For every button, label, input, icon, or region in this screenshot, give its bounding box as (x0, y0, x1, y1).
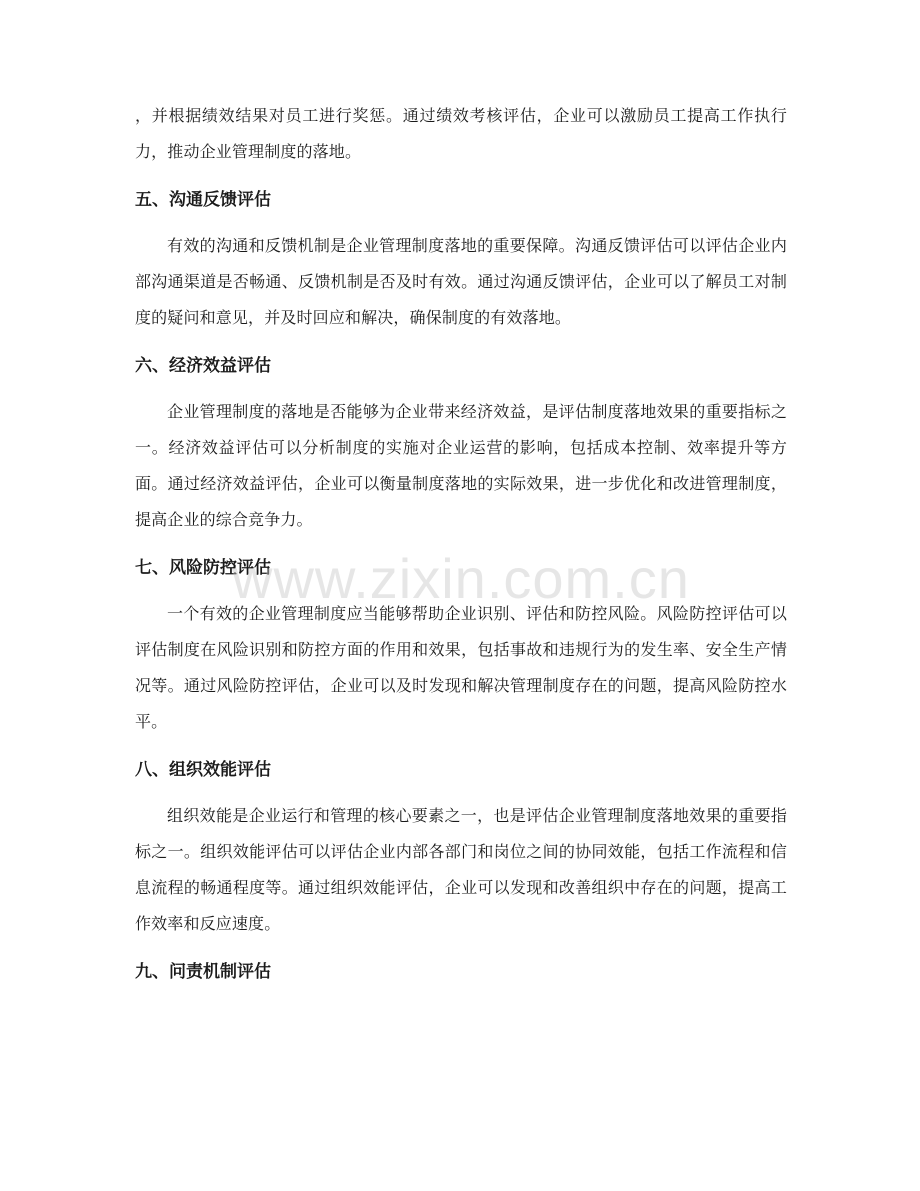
paragraph-communication-feedback: 有效的沟通和反馈机制是企业管理制度落地的重要保障。沟通反馈评估可以评估企业内部沟通渠道是否畅通、反馈机制是否及时有效。通过沟通反馈评估，企业可以了解员工对制度的疑问和意见，并及时回应和解决，确保制度的有效落地。 (135, 236, 787, 327)
section-heading-8: 八、组织效能评估 (135, 760, 271, 780)
paragraph-organizational-efficiency: 组织效能是企业运行和管理的核心要素之一，也是评估企业管理制度落地效果的重要指标之一。组织效能评估可以评估企业内部各部门和岗位之间的协同效能，包括工作流程和信息流程的畅通程度等。通过组织效能评估，企业可以发现和改善组织中存在的问题，提高工作效率和反应速度。 (135, 806, 787, 933)
document-body (135, 98, 787, 990)
paragraph-risk-control: 一个有效的企业管理制度应当能够帮助企业识别、评估和防控风险。风险防控评估可以评估制度在风险识别和防控方面的作用和效果，包括事故和违规行为的发生率、安全生产情况等。通过风险防控评估，企业可以及时发现和解决管理制度存在的问题，提高风险防控水平。 (135, 604, 787, 731)
watermark: www.zixin.com.cn (232, 547, 690, 610)
paragraph-economic-benefit: 企业管理制度的落地是否能够为企业带来经济效益，是评估制度落地效果的重要指标之一。经济效益评估可以分析制度的实施对企业运营的影响，包括成本控制、效率提升等方面。通过经济效益评估，企业可以衡量制度落地的实际效果，进一步优化和改进管理制度，提高企业的综合竞争力。 (135, 402, 787, 529)
section-heading-7: 七、风险防控评估 (135, 558, 271, 578)
section-heading-9: 九、问责机制评估 (135, 962, 271, 982)
section-heading-6: 六、经济效益评估 (135, 356, 271, 376)
paragraph-continuation: ，并根据绩效结果对员工进行奖惩。通过绩效考核评估，企业可以激励员工提高工作执行力，推动企业管理制度的落地。 (135, 106, 787, 161)
section-heading-5: 五、沟通反馈评估 (135, 190, 271, 210)
